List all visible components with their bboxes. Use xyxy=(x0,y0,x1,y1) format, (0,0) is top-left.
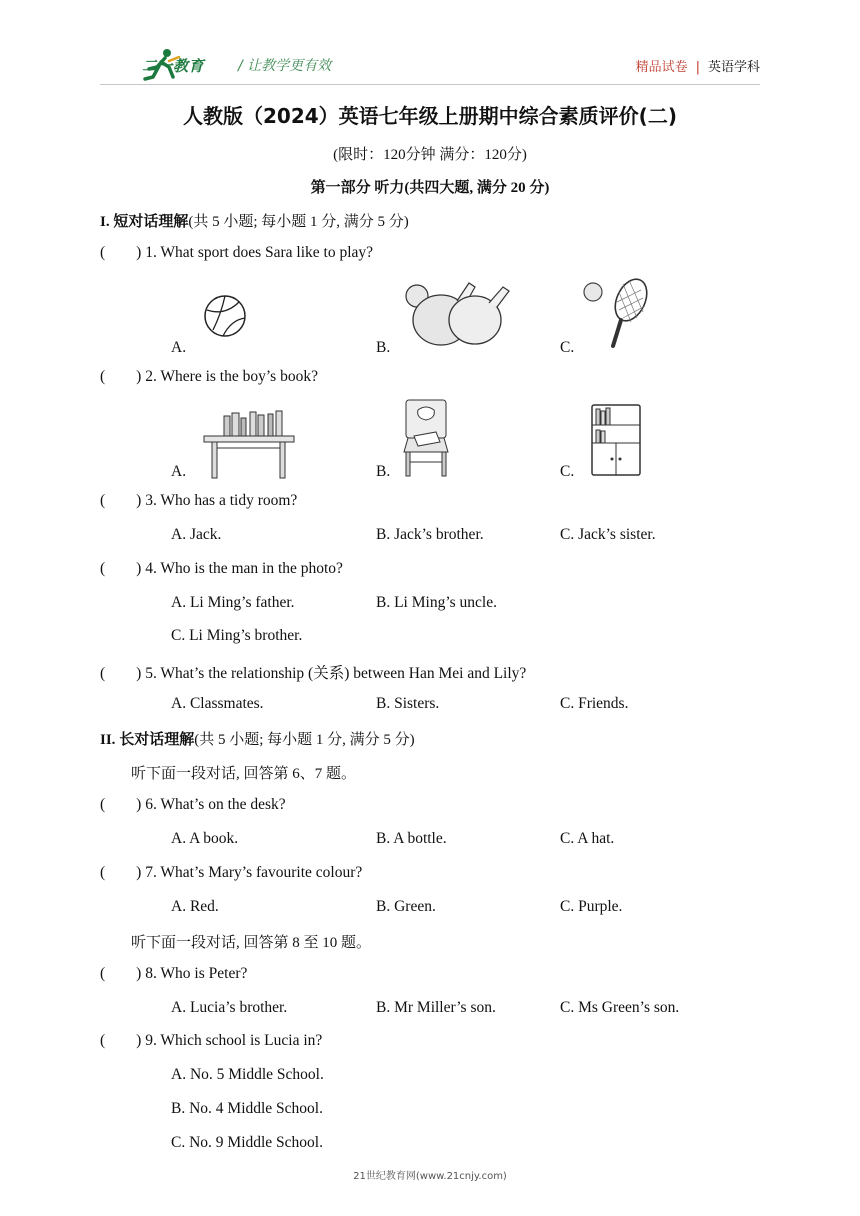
option-1c: C. xyxy=(560,339,575,356)
question-3: ( ) 3. Who has a tidy room? xyxy=(100,492,298,509)
option-7a: A. Red. xyxy=(171,898,219,915)
option-3c: C. Jack’s sister. xyxy=(560,526,656,543)
question-7: ( ) 7. What’s Mary’s favourite colour? xyxy=(100,864,363,881)
footer-source: 21世纪教育网(www.21cnjy.com) xyxy=(353,1171,507,1182)
tennis-racket-icon xyxy=(583,276,653,354)
option-9b: B. No. 4 Middle School. xyxy=(171,1100,323,1117)
bookcase-icon xyxy=(590,403,642,479)
ping-pong-paddles-icon xyxy=(405,277,517,347)
question-6: ( ) 6. What’s on the desk? xyxy=(100,796,286,813)
section-roman: I. xyxy=(100,214,110,230)
option-1b: B. xyxy=(376,339,391,356)
desk-with-books-icon xyxy=(202,408,296,480)
header-tag xyxy=(636,56,760,75)
section-heading-2 xyxy=(100,728,415,749)
header-divider xyxy=(100,84,760,85)
section-rule: (共 5 小题; 每小题 1 分, 满分 5 分) xyxy=(194,732,415,748)
section-name: 长对话理解 xyxy=(119,732,195,748)
instruction-2: 听下面一段对话, 回答第 8 至 10 题。 xyxy=(131,935,372,951)
option-9c: C. No. 9 Middle School. xyxy=(171,1134,323,1151)
option-6a: A. A book. xyxy=(171,830,239,847)
option-7c: C. Purple. xyxy=(560,898,623,915)
option-8a: A. Lucia’s brother. xyxy=(171,999,288,1016)
question-8: ( ) 8. Who is Peter? xyxy=(100,965,248,982)
option-3a: A. Jack. xyxy=(171,526,222,543)
question-9: ( ) 9. Which school is Lucia in? xyxy=(100,1032,323,1049)
option-2c: C. xyxy=(560,463,575,480)
option-6b: B. A bottle. xyxy=(376,830,447,847)
option-5b: B. Sisters. xyxy=(376,695,440,712)
option-2a: A. xyxy=(171,463,187,480)
option-2b: B. xyxy=(376,463,391,480)
tag-subject: 英语学科 xyxy=(707,60,760,75)
option-8b: B. Mr Miller’s son. xyxy=(376,999,496,1016)
slogan: / 让教学更有效 xyxy=(238,58,332,74)
instruction-1: 听下面一段对话, 回答第 6、7 题。 xyxy=(131,766,357,782)
option-4c: C. Li Ming’s brother. xyxy=(171,627,303,644)
question-2: ( ) 2. Where is the boy’s book? xyxy=(100,368,318,385)
option-5a: A. Classmates. xyxy=(171,695,264,712)
option-4b: B. Li Ming’s uncle. xyxy=(376,594,497,611)
option-5c: C. Friends. xyxy=(560,695,629,712)
option-8c: C. Ms Green’s son. xyxy=(560,999,680,1016)
option-1a: A. xyxy=(171,339,187,356)
question-4: ( ) 4. Who is the man in the photo? xyxy=(100,560,343,577)
section-roman: II. xyxy=(100,732,116,748)
section-name: 短对话理解 xyxy=(113,214,189,230)
option-3b: B. Jack’s brother. xyxy=(376,526,484,543)
question-1: ( ) 1. What sport does Sara like to play? xyxy=(100,244,374,261)
volleyball-icon xyxy=(203,294,247,338)
option-9a: A. No. 5 Middle School. xyxy=(171,1066,324,1083)
option-6c: C. A hat. xyxy=(560,830,615,847)
exam-limits: (限时：120分钟 满分：120分) xyxy=(333,147,527,163)
section-rule: (共 5 小题; 每小题 1 分, 满分 5 分) xyxy=(188,214,409,230)
tag-premium: 精品试卷 xyxy=(635,60,688,75)
question-5: ( ) 5. What’s the relationship (关系) between Han Mei and Lily? xyxy=(100,665,527,682)
brand-name: 二一教育 xyxy=(142,57,205,75)
tag-separator: | xyxy=(695,60,700,75)
part-heading: 第一部分 听力(共四大题, 满分 20 分) xyxy=(310,180,550,196)
option-7b: B. Green. xyxy=(376,898,436,915)
page-title: 人教版（2024）英语七年级上册期中综合素质评价(二) xyxy=(183,104,677,128)
section-heading-1 xyxy=(100,210,409,231)
option-4a: A. Li Ming’s father. xyxy=(171,594,295,611)
chair-with-book-icon xyxy=(404,398,448,478)
